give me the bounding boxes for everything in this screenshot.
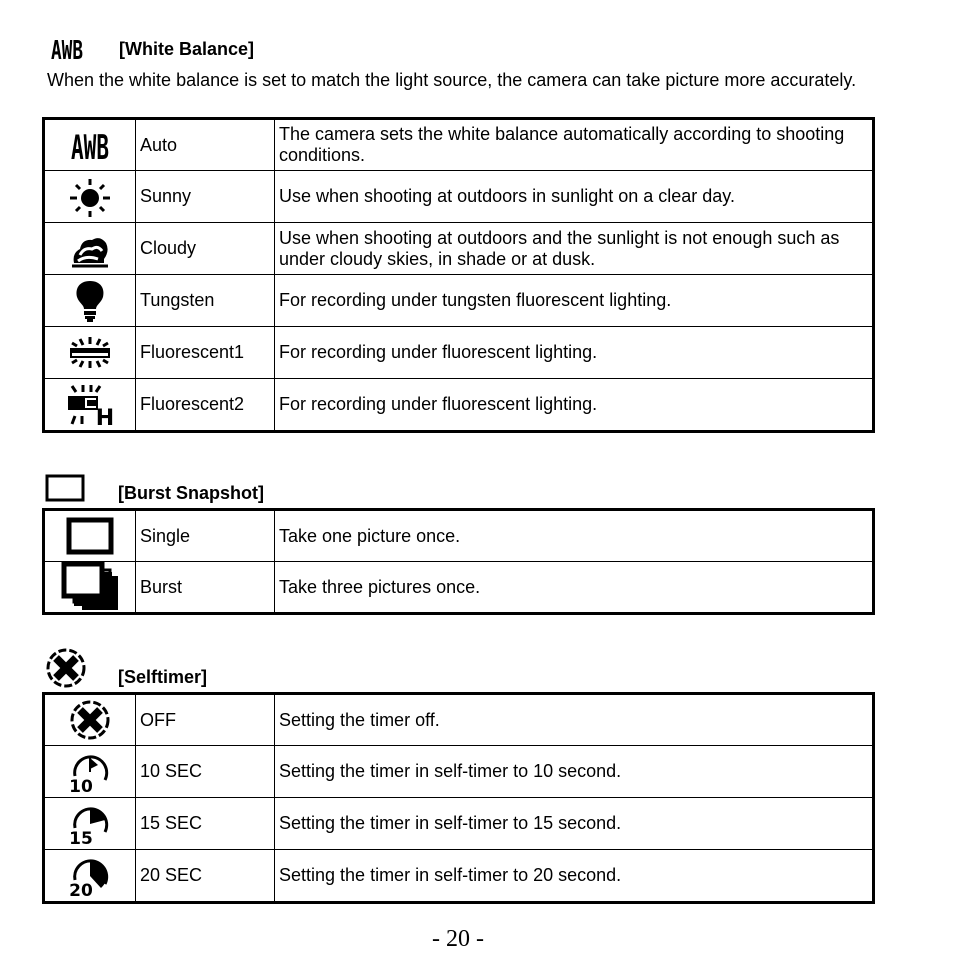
burst-heading-icon	[45, 474, 85, 507]
svg-text:15: 15	[69, 828, 93, 849]
mode-description: For recording under fluorescent lighting.	[275, 379, 874, 432]
table-row	[44, 562, 874, 614]
svg-text:10: 10	[69, 776, 93, 797]
table-row	[44, 275, 874, 327]
mode-description: Use when shooting at outdoors and the sunlight is not enough such as under cloudy skies, in shade or at dusk.	[275, 223, 874, 275]
table-row	[44, 171, 874, 223]
mode-name: Auto	[136, 119, 275, 171]
mode-name: Burst	[136, 562, 275, 614]
table-row	[44, 510, 874, 562]
mode-description: For recording under fluorescent lighting.	[275, 327, 874, 379]
mode-description: For recording under tungsten fluorescent lighting.	[275, 275, 874, 327]
selftimer-table	[42, 692, 875, 904]
svg-text:AWB: AWB	[51, 36, 83, 66]
mode-name: Fluorescent1	[136, 327, 275, 379]
svg-text:H: H	[95, 405, 115, 431]
white-balance-title: [White Balance]	[119, 39, 255, 59]
burst-frames-icon	[44, 562, 136, 614]
timer-10-icon	[44, 746, 136, 798]
mode-name: 15 SEC	[136, 798, 275, 850]
burst-snapshot-title: [Burst Snapshot]	[118, 483, 264, 503]
mode-description: Use when shooting at outdoors in sunlight on a clear day.	[275, 171, 874, 223]
mode-name: Cloudy	[136, 223, 275, 275]
timer-20-icon	[44, 850, 136, 903]
table-row	[44, 746, 874, 798]
white-balance-table	[42, 117, 875, 433]
mode-name: Sunny	[136, 171, 275, 223]
table-row	[44, 379, 874, 432]
mode-name: OFF	[136, 694, 275, 746]
page-number: - 20 -	[432, 926, 484, 952]
mode-name: Tungsten	[136, 275, 275, 327]
sun-icon	[44, 171, 136, 223]
white-balance-intro: When the white balance is set to match the light source, the camera can take picture more accurately.	[47, 70, 857, 90]
mode-name: 10 SEC	[136, 746, 275, 798]
table-row	[44, 850, 874, 903]
mode-name: Fluorescent2	[136, 379, 275, 432]
timer-off-icon	[44, 694, 136, 746]
fluorescent-h-icon	[44, 379, 136, 432]
table-row	[44, 694, 874, 746]
burst-snapshot-table	[42, 508, 875, 615]
mode-description: Setting the timer in self-timer to 15 second.	[275, 798, 874, 850]
svg-text:20: 20	[69, 880, 93, 901]
mode-description: Take one picture once.	[275, 510, 874, 562]
awb-icon	[44, 119, 136, 171]
mode-name: Single	[136, 510, 275, 562]
mode-description: Setting the timer in self-timer to 10 second.	[275, 746, 874, 798]
table-row	[44, 119, 874, 171]
cloudy-icon	[44, 223, 136, 275]
table-row	[44, 223, 874, 275]
timer-15-icon	[44, 798, 136, 850]
mode-description: The camera sets the white balance automatically according to shooting conditions.	[275, 119, 874, 171]
table-row	[44, 798, 874, 850]
selftimer-heading-icon	[44, 647, 88, 694]
mode-name: 20 SEC	[136, 850, 275, 903]
mode-description: Setting the timer off.	[275, 694, 874, 746]
fluorescent-icon	[44, 327, 136, 379]
mode-description: Setting the timer in self-timer to 20 second.	[275, 850, 874, 903]
mode-description: Take three pictures once.	[275, 562, 874, 614]
awb-heading-icon	[50, 36, 84, 67]
tungsten-bulb-icon	[44, 275, 136, 327]
table-row	[44, 327, 874, 379]
svg-text:AWB: AWB	[71, 128, 109, 168]
selftimer-title: [Selftimer]	[118, 667, 208, 687]
single-frame-icon	[44, 510, 136, 562]
